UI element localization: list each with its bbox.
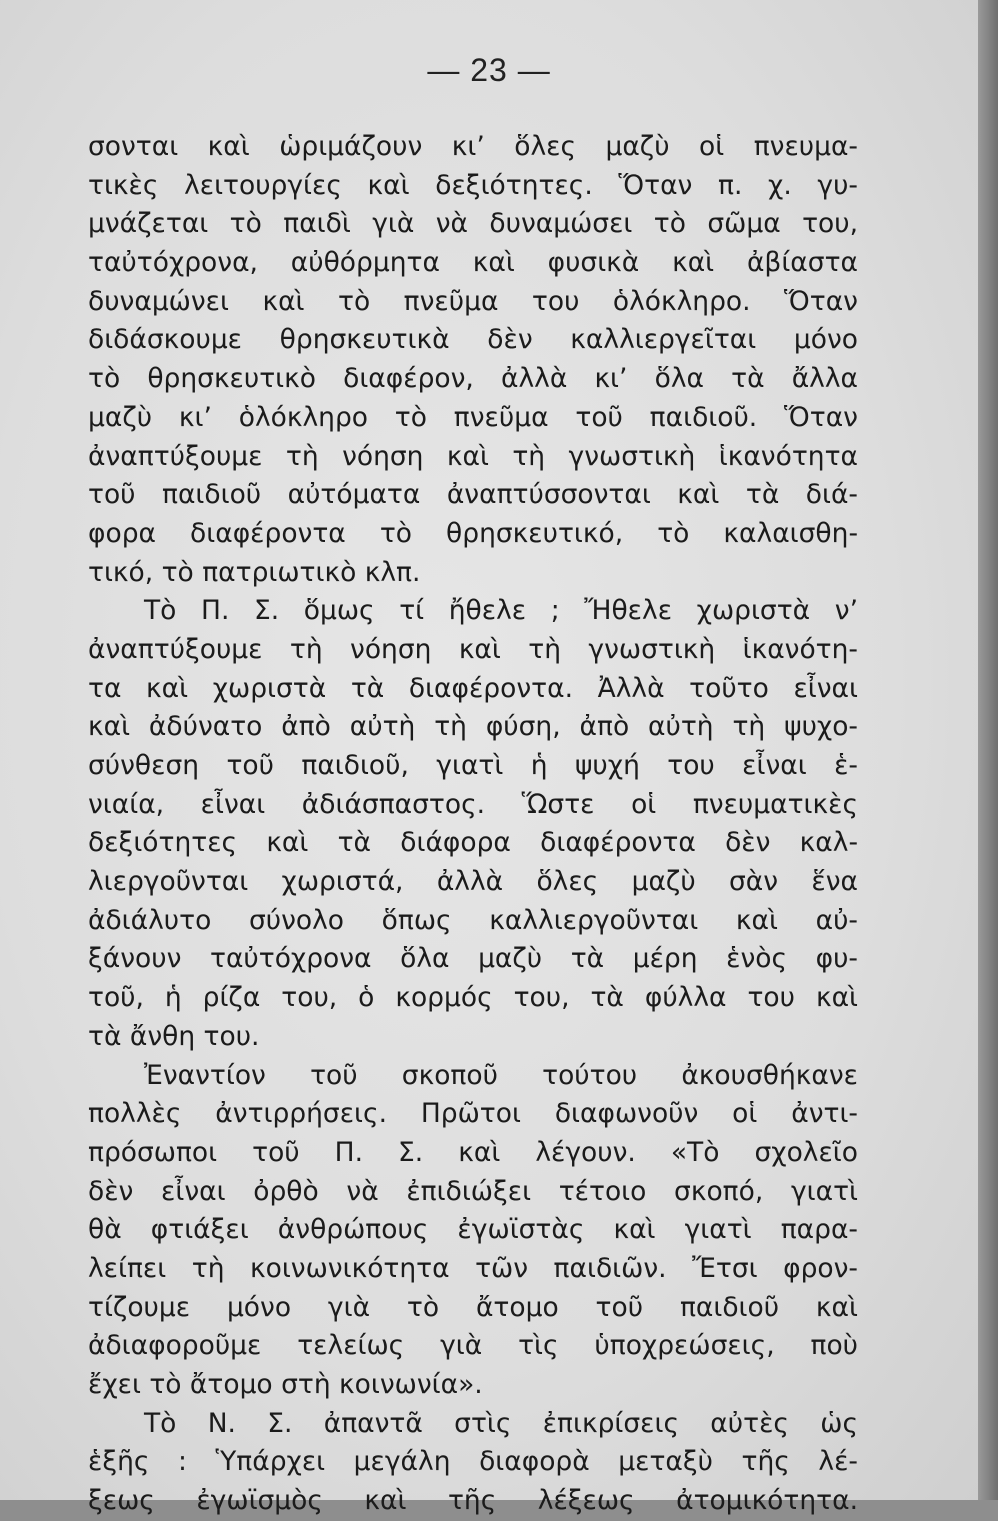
text-line: ταὐτόχρονα, αὐθόρμητα καὶ φυσικὰ καὶ ἀβίαστα	[88, 247, 858, 279]
text-line: ἀναπτύξουμε τὴ νόηση καὶ τὴ γνωστικὴ ἱκανότη-	[88, 633, 858, 665]
text-line: τικὲς λειτουργίες καὶ δεξιότητες. Ὅταν π. χ. γυ-	[88, 169, 858, 201]
text-line: ἀδιαφοροῦμε τελείως γιὰ τὶς ὑποχρεώσεις, ποὺ	[88, 1330, 858, 1362]
text-line: ἔχει τὸ ἄτομο στὴ κοινωνία».	[88, 1369, 483, 1400]
text-line: πρόσωποι τοῦ Π. Σ. καὶ λέγουν. «Τὸ σχολεῖο	[88, 1136, 858, 1168]
text-line: δυναμώνει καὶ τὸ πνεῦμα του ὁλόκληρο. Ὅταν	[88, 285, 858, 317]
text-line: ἑξῆς : Ὑπάρχει μεγάλη διαφορὰ μεταξὺ τῆς λέ-	[88, 1446, 858, 1478]
text-line: τοῦ παιδιοῦ αὐτόματα ἀναπτύσσονται καὶ τὰ διά-	[88, 479, 858, 511]
text-line: μνάζεται τὸ παιδὶ γιὰ νὰ δυναμώσει τὸ σῶμα του,	[88, 208, 858, 240]
text-line: τίζουμε μόνο γιὰ τὸ ἄτομο τοῦ παιδιοῦ καὶ	[88, 1291, 858, 1323]
text-line: ἀδιάλυτο σύνολο ὅπως καλλιεργοῦνται καὶ αὐ-	[88, 904, 858, 936]
text-line: τὸ θρησκευτικὸ διαφέρον, ἀλλὰ κι’ ὅλα τὰ ἄλλα	[88, 363, 858, 395]
text-line: φορα διαφέροντα τὸ θρησκευτικό, τὸ καλαισθη-	[88, 517, 858, 549]
paragraph-start-line: Τὸ Π. Σ. ὅμως τί ἤθελε ; Ἤθελε χωριστὰ ν’	[144, 595, 858, 627]
body-text	[88, 128, 858, 1521]
book-spine-shadow	[978, 0, 998, 1500]
text-line: δὲν εἶναι ὀρθὸ νὰ ἐπιδιώξει τέτοιο σκοπό, γιατὶ	[88, 1175, 858, 1207]
text-line: ξάνουν ταὐτόχρονα ὅλα μαζὺ τὰ μέρη ἑνὸς φυ-	[88, 943, 858, 975]
text-line: πολλὲς ἀντιρρήσεις. Πρῶτοι διαφωνοῦν οἱ ἀντι-	[88, 1098, 858, 1130]
text-line: λείπει τὴ κοινωνικότητα τῶν παιδιῶν. Ἔτσι φρον-	[88, 1252, 858, 1284]
text-line: τὰ ἄνθη του.	[88, 1020, 260, 1052]
text-line: λιεργοῦνται χωριστά, ἀλλὰ ὅλες μαζὺ σὰν ἕνα	[88, 866, 858, 898]
paragraph-start-line: Ἐναντίον τοῦ σκοποῦ τούτου ἀκουσθήκανε	[144, 1059, 858, 1091]
text-line: σύνθεση τοῦ παιδιοῦ, γιατὶ ἡ ψυχή του εἶναι ἑ-	[88, 750, 858, 781]
text-line: μαζὺ κι’ ὁλόκληρο τὸ πνεῦμα τοῦ παιδιοῦ. Ὅταν	[88, 401, 858, 433]
text-line: σονται καὶ ὡριμάζουν κι’ ὅλες μαζὺ οἱ πνευμα-	[88, 131, 858, 162]
text-line: τικό, τὸ πατριωτικὸ κλπ.	[88, 556, 421, 588]
text-line: διδάσκουμε θρησκευτικὰ δὲν καλλιεργεῖται μόνο	[88, 324, 858, 356]
text-line: δεξιότητες καὶ τὰ διάφορα διαφέροντα δὲν καλ-	[88, 827, 858, 859]
text-line: τοῦ, ἡ ρίζα του, ὁ κορμός του, τὰ φύλλα του καὶ	[88, 982, 858, 1014]
page-number: — 23 —	[427, 52, 551, 88]
text-line: τα καὶ χωριστὰ τὰ διαφέροντα. Ἀλλὰ τοῦτο εἶναι	[88, 672, 858, 704]
text-line: ἀναπτύξουμε τὴ νόηση καὶ τὴ γνωστικὴ ἱκανότητα	[88, 440, 858, 472]
text-line: νιαία, εἶναι ἀδιάσπαστος. Ὥστε οἱ πνευματικὲς	[88, 788, 858, 820]
text-line: ξεως ἐγωϊσμὸς καὶ τῆς λέξεως ἀτομικότητα.	[88, 1485, 858, 1517]
text-line: θὰ φτιάξει ἀνθρώπους ἐγωϊστὰς καὶ γιατὶ παρα-	[88, 1214, 858, 1246]
paragraph-start-line: Τὸ Ν. Σ. ἀπαντᾶ στὶς ἐπικρίσεις αὐτὲς ὡς	[144, 1407, 858, 1439]
text-line: καὶ ἀδύνατο ἀπὸ αὐτὴ τὴ φύση, ἀπὸ αὐτὴ τὴ ψυχο-	[88, 711, 858, 743]
